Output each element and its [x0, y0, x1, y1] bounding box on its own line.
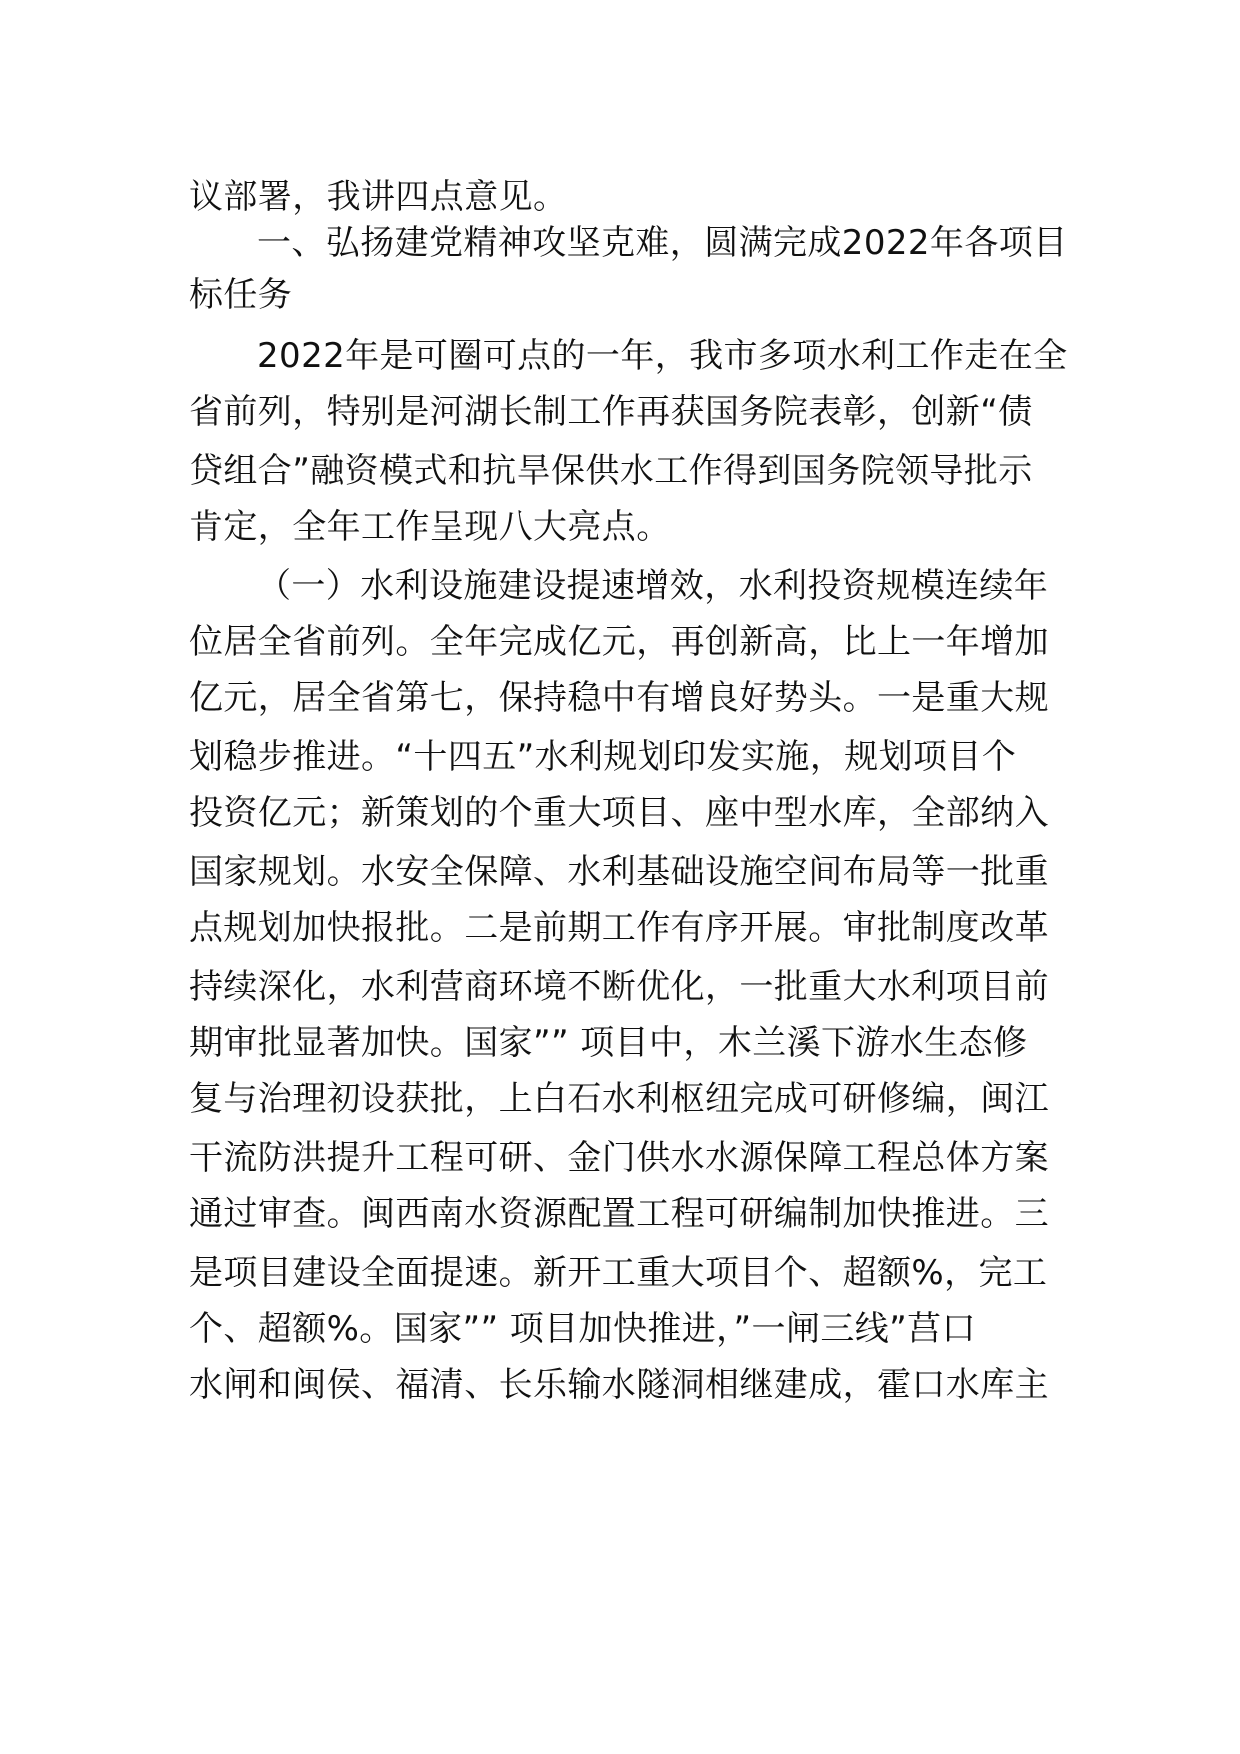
text-line: 期审批显著加快。国家”” 项目中，木兰溪下游水生态修 — [189, 1023, 1028, 1063]
text-line: 个、超额%。国家”” 项目加快推进，”一闸三线”莒口 — [189, 1309, 976, 1349]
text-line: 复与治理初设获批，上白石水利枢纽完成可研修编，闽江 — [189, 1079, 1049, 1119]
section-heading-line: 标任务 — [189, 275, 293, 315]
text-line: 肯定，全年工作呈现八大亮点。 — [189, 507, 671, 547]
text-line: 干流防洪提升工程可研、金门供水水源保障工程总体方案 — [189, 1138, 1049, 1178]
text-line: 国家规划。水安全保障、水利基础设施空间布局等一批重 — [189, 852, 1049, 892]
text-line: 省前列，特别是河湖长制工作再获国务院表彰，创新“债 — [189, 392, 1033, 432]
text-line: 通过审查。闽西南水资源配置工程可研编制加快推进。三 — [189, 1194, 1049, 1234]
text-line: 是项目建设全面提速。新开工重大项目个、超额%，完工 — [189, 1253, 1048, 1293]
text-line: 持续深化，水利营商环境不断优化，一批重大水利项目前 — [189, 967, 1049, 1007]
text-line: 亿元，居全省第七，保持稳中有增良好势头。一是重大规 — [189, 678, 1049, 718]
text-line: 水闸和闽侯、福清、长乐输水隧洞相继建成，霍口水库主 — [189, 1365, 1049, 1405]
text-line: 位居全省前列。全年完成亿元，再创新高，比上一年增加 — [189, 622, 1049, 662]
text-line: 点规划加快报批。二是前期工作有序开展。审批制度改革 — [189, 908, 1049, 948]
subsection-line: （一）水利设施建设提速增效，水利投资规模连续年 — [257, 566, 1049, 606]
text-line: 贷组合”融资模式和抗旱保供水工作得到国务院领导批示 — [189, 451, 1033, 491]
text-line: 2022年是可圈可点的一年，我市多项水利工作走在全 — [257, 336, 1068, 376]
text-line: 议部署，我讲四点意见。 — [189, 177, 568, 217]
section-heading-line: 一、弘扬建党精神攻坚克难，圆满完成2022年各项目 — [257, 223, 1068, 263]
text-line: 投资亿元；新策划的个重大项目、座中型水库，全部纳入 — [189, 793, 1049, 833]
text-line: 划稳步推进。“十四五”水利规划印发实施，规划项目个 — [189, 737, 1017, 777]
